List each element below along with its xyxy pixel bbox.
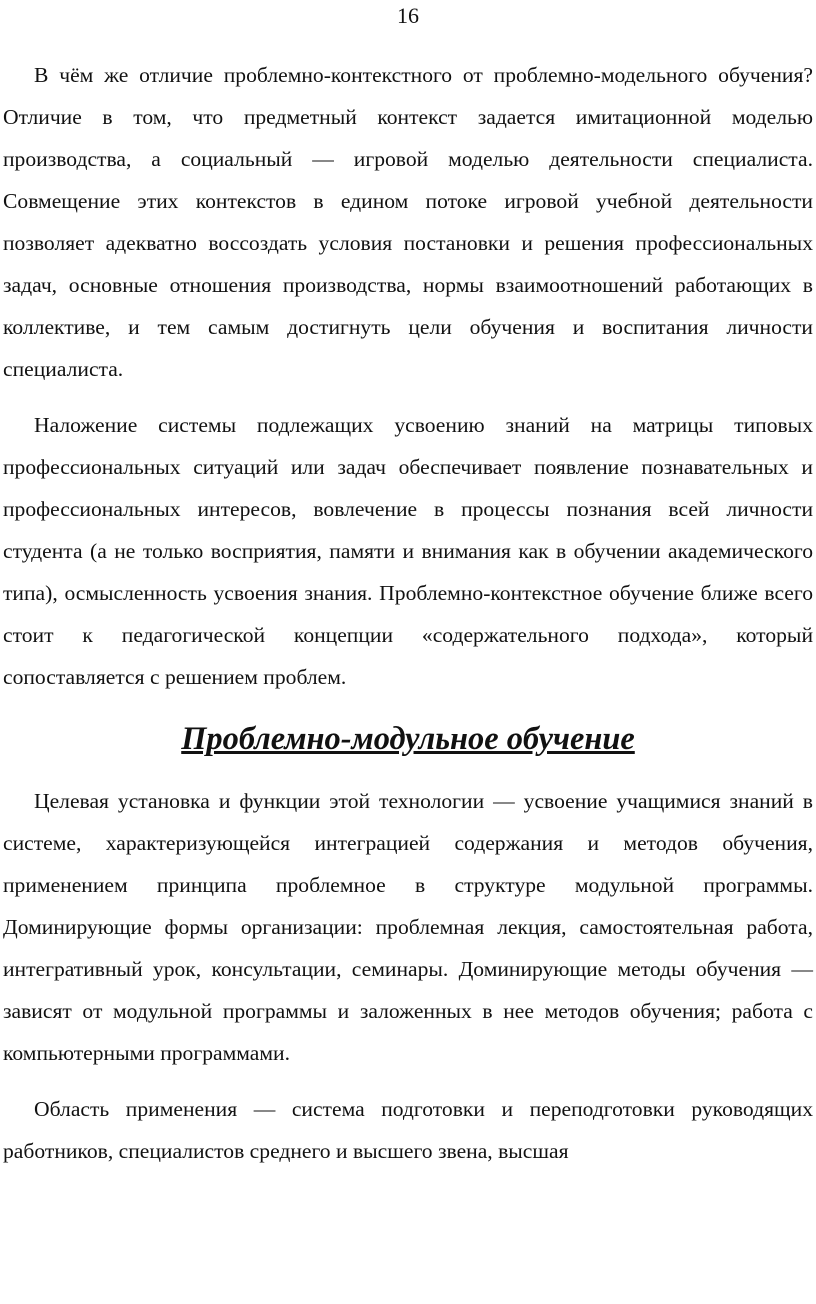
page-body	[3, 54, 813, 1172]
paragraph-contextual-vs-model-learning: В чём же отличие проблемно-контекстного от проблемно-модельного обучения? Отличие в том, что предметный контекст задается имитационной моделью производства, а социальный — игровой моделью деятельности специалиста. Совмещение этих контекстов в едином потоке игровой учебной деятельности позволяет адекватно воссоздать условия постановки и решения профессиональных задач, основные отношения производства, нормы взаимоотношений работающих в коллективе, и тем самым достигнуть цели обучения и воспитания личности специалиста.	[3, 63, 813, 381]
page-number: 16	[397, 3, 419, 28]
paragraph-knowledge-overlay: Наложение системы подлежащих усвоению знаний на матрицы типовых профессиональных ситуаций или задач обеспечивает появление познавательных и профессиональных интересов, вовлечение в процессы познания всей личности студента (а не только восприятия, памяти и внимания как в обучении академического типа), осмысленность усвоения знания. Проблемно-контекстное обучение ближе всего стоит к педагогической концепции «содержательного подхода», который сопоставляется с решением проблем.	[3, 413, 813, 689]
paragraph-target-and-functions: Целевая установка и функции этой технологии — усвоение учащимися знаний в системе, характеризующейся интеграцией содержания и методов обучения, применением принципа проблемное в структуре модульной программы. Доминирующие формы организации: проблемная лекция, самостоятельная работа, интегративный урок, консультации, семинары. Доминирующие методы обучения — зависят от модульной программы и заложенных в нее методов обучения; работа с компьютерными программами.	[3, 789, 813, 1065]
section-heading-problem-modular-learning: Проблемно-модульное обучение	[181, 721, 635, 757]
paragraph-application-area: Область применения — система подготовки и переподготовки руководящих работников, специалистов среднего и высшего звена, высшая	[3, 1097, 813, 1163]
